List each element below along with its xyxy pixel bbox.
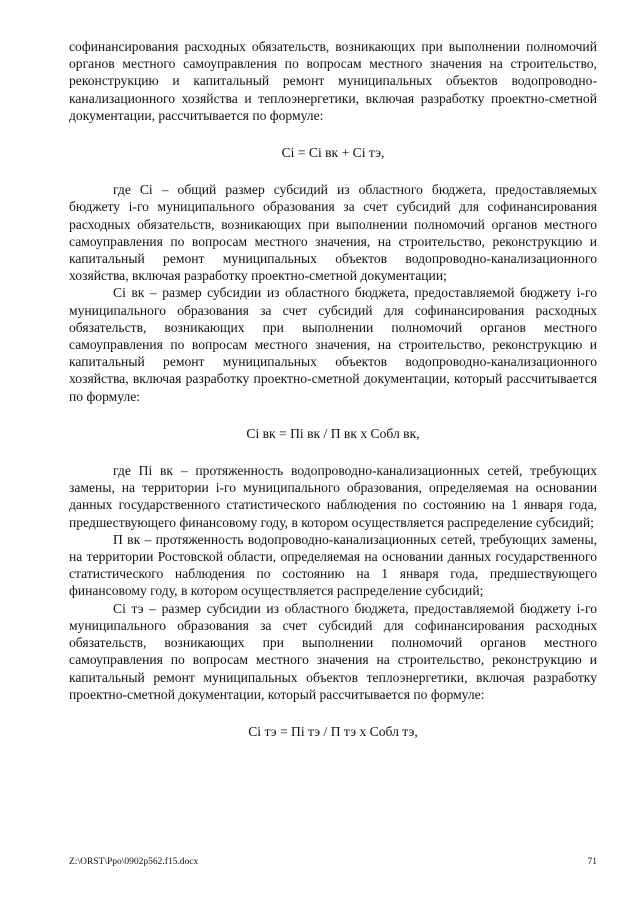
file-path: Z:\ORST\Ppo\0902p562.f15.docx [69,857,199,867]
paragraph-continuation: софинансирования расходных обязательств, возникающих при выполнении полномочий органов местного самоуправления по вопросам местного значения на строительство, реконструкцию и капитальный ремонт муниципальных объектов водопроводно-канализационного хозяйства и теплоэнергетики, включая разработку проектно-сметной документации, рассчитывается по формуле: [69,39,597,123]
formula-ci-te: Ci тэ = Пi тэ / П тэ х Собл тэ, [248,723,418,739]
formula-ci-vk: Ci вк = Пi вк / П вк х Собл вк, [246,425,420,441]
paragraph-ci-vk-definition: Ci вк – размер субсидии из областного бюджета, предоставляемой бюджету i-го муниципального образования за счет субсидий для софинансирования расходных обязательств, возникающих при выполнении полномочий органов местного самоуправления по вопросам местного значения, на строительство, реконструкцию и капитальный ремонт муниципальных объектов водопроводно-канализационного хозяйства, включая разработку проектно-сметной документации, который рассчитывается по формуле: [69,285,597,404]
paragraph-ci-definition: где Ci – общий размер субсидий из областного бюджета, предоставляемых бюджету i-го муниципального образования за счет субсидий для софинансирования расходных обязательств, возникающих при выполнении полномочий органов местного самоуправления по вопросам местного значения, на строительство, реконструкцию и капитальный ремонт муниципальных объектов водопроводно-канализационного хозяйства, включая разработку проектно-сметной документации; [69,182,597,284]
document-body [69,38,597,760]
paragraph-pi-vk-definition: где Пi вк – протяженность водопроводно-канализационных сетей, требующих замены, на территории i-го муниципального образования, определяемая на основании данных государственного статистического наблюдения по состоянию на 1 января года, предшествующего финансовому году, в котором осуществляется распределение субсидий; [69,463,597,530]
formula-ci: Ci = Ci вк + Ci тэ, [281,145,385,161]
paragraph-p-vk-definition: П вк – протяженность водопроводно-канализационных сетей, требующих замены, на территории Ростовской области, определяемая на основании данных государственного статистического наблюдения по состоянию на 1 января года, предшествующего финансовому году, в котором осуществляется распределение субсидий; [69,531,597,599]
paragraph-ci-te-definition: Ci тэ – размер субсидии из областного бюджета, предоставляемой бюджету i-го муниципального образования за счет субсидий для софинансирования расходных обязательств, возникающих при выполнении полномочий органов местного самоуправления по вопросам местного значения на строительство, реконструкцию и капитальный ремонт муниципальных объектов теплоэнергетики, включая разработку проектно-сметной документации, который рассчитывается по формуле: [69,600,597,702]
page-number: 71 [587,857,597,867]
page-footer [69,856,597,868]
